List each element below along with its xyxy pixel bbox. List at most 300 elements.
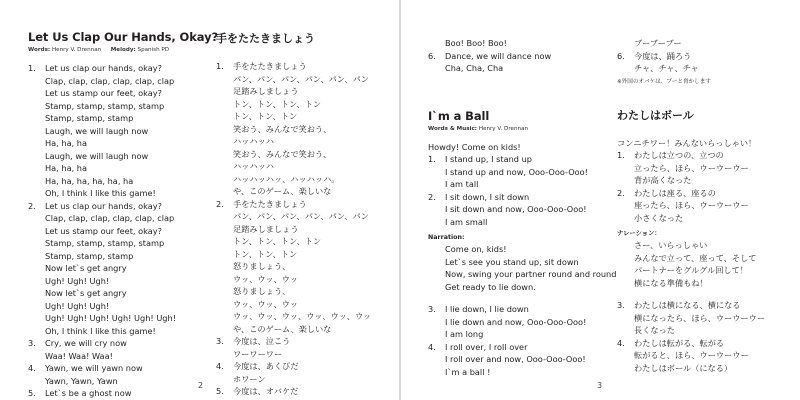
verse-number (216, 173, 233, 186)
left-japanese-column (216, 32, 371, 398)
verse-number (28, 87, 45, 100)
melody-source: Spanish PD (137, 47, 170, 53)
lyric-text: 足踏みしましょう (233, 86, 299, 96)
lyrics-block (28, 62, 218, 400)
verse-number (617, 174, 634, 187)
lyric-text: ウッ、ウッ、ウッ (233, 298, 299, 309)
song-credits (428, 125, 616, 133)
lyric-text: ウッ、ウッ、ウッ、ウッ、ウッ、ウッ (233, 311, 372, 321)
lyric-text: 今度は、オバケだ (233, 386, 299, 396)
lyric-line (216, 348, 371, 361)
lyric-text: Stamp, stamp, stamp (45, 113, 134, 123)
lyric-text: 横になる準備もね！ (634, 277, 708, 288)
lyric-line (216, 60, 371, 73)
lyric-line (428, 50, 616, 63)
lyric-line (617, 174, 765, 187)
lyric-line (428, 328, 616, 341)
japanese-song-title: 手をたたきましょう (216, 32, 315, 45)
lyric-text: 足踏みしましょう (233, 223, 299, 234)
verse-number (216, 298, 233, 311)
verse-number (216, 248, 233, 261)
verse-number (617, 239, 634, 252)
verse-number: 2. (28, 200, 36, 211)
lyric-line (216, 260, 371, 273)
verse-number (428, 268, 445, 281)
lyric-text: Waa! Waa! Waa! (45, 350, 113, 361)
lyric-line (28, 75, 218, 88)
lyric-line (428, 178, 616, 191)
verse-number (216, 235, 233, 248)
lyric-line (28, 387, 218, 400)
lyric-text: ハッハッハ (233, 136, 274, 146)
lyric-line (216, 185, 371, 198)
lyric-text: Laugh, we will laugh now (45, 125, 149, 136)
lyric-text: わたしは座る、座るの (634, 187, 716, 198)
narration-block (428, 243, 616, 293)
lyric-line (428, 341, 616, 354)
words-label: Words: (28, 47, 51, 53)
lyric-line (428, 316, 616, 329)
lyric-line (216, 98, 371, 111)
lyric-text: Let us clap our hands, okay? (45, 200, 162, 211)
lyric-line (617, 277, 765, 290)
credits-label: Words & Music: (428, 125, 478, 132)
intro-line: Howdy! Come on kids! (428, 141, 521, 152)
lyric-line (428, 153, 616, 166)
verse-number (216, 323, 233, 336)
lyric-line (216, 273, 371, 286)
lyric-text: Ha, ha, ha (45, 138, 87, 148)
lyric-line (216, 310, 371, 323)
lyric-line (28, 212, 218, 225)
lyric-text: Ugh! Ugh! Ugh! (45, 275, 110, 286)
verse-number: 3. (28, 338, 36, 348)
lyric-text: 怒りましょう、 (233, 261, 291, 271)
verse-number (216, 73, 233, 86)
verse-number (216, 210, 233, 223)
lyric-text: Cry, we will cry now (45, 338, 127, 348)
lyric-line (617, 212, 765, 225)
left-english-column (28, 30, 218, 400)
melody-label: Melody: (110, 47, 136, 53)
verse-number: 3. (216, 336, 224, 346)
verse-number (428, 243, 445, 256)
verse-number (428, 166, 445, 179)
lyric-line (428, 37, 616, 50)
verse-number: 1. (617, 150, 625, 160)
verse-number (28, 375, 45, 388)
lyric-line (28, 112, 218, 125)
verse-number (28, 212, 45, 225)
lyric-text: Oh, I think I like this game! (45, 325, 156, 336)
lyric-line (617, 349, 765, 362)
verse-number (617, 62, 634, 75)
lyric-line (216, 235, 371, 248)
lyric-line (28, 375, 218, 388)
lyric-text: パン、パン、パン、パン、パン、パン (233, 211, 369, 221)
verse-number (428, 328, 445, 341)
lyric-text: 長くなった (634, 325, 675, 335)
lyric-line (216, 210, 371, 223)
lyric-text: Yawn, Yawn, Yawn (45, 375, 118, 386)
verse-number (617, 162, 634, 175)
lyric-text: ウッ、ウッ、ウッ (233, 273, 299, 284)
lyric-text: ブーブーブー (634, 38, 682, 48)
verse-number (216, 348, 233, 361)
lyric-text: や、このゲーム、楽しいな (233, 186, 332, 196)
lyric-line (617, 337, 765, 350)
verse-number (216, 373, 233, 386)
lyric-line (216, 73, 371, 86)
lyric-text: Laugh, we will laugh now (45, 150, 149, 161)
verse-number (216, 285, 233, 298)
lyric-line (216, 373, 371, 386)
verse-number (216, 85, 233, 98)
verse-number (216, 160, 233, 173)
lyric-text: Let us stamp our feet, okay? (45, 88, 162, 98)
lyric-line (28, 325, 218, 338)
continued-lyrics-block (428, 37, 616, 75)
lyric-text: パートナーをグルグル回して！ (634, 265, 748, 275)
verse-number (28, 137, 45, 150)
lyric-line (28, 125, 218, 138)
lyric-text: Now let`s get angry (45, 288, 127, 298)
verse-number (428, 216, 445, 229)
verse-number (617, 312, 634, 325)
lyric-text: I roll over and now, Ooo-Ooo-Ooo! (445, 354, 586, 364)
lyric-line (28, 62, 218, 75)
lyric-text: I sit down and now, Ooo-Ooo-Ooo! (445, 204, 587, 214)
lyric-line (428, 256, 616, 269)
lyric-line (428, 281, 616, 294)
verse-number (617, 349, 634, 362)
verse-number (428, 256, 445, 269)
lyric-text: 横になったら、ほら、ウーウーウー (634, 312, 766, 323)
lyric-text: ハッハッハッ、ハッハッハ。 (233, 173, 340, 184)
lyric-line (28, 300, 218, 313)
lyric-line (28, 200, 218, 213)
verse-number: 1. (428, 154, 436, 164)
lyric-text: 笑おう、みんなで笑おう、 (233, 123, 332, 134)
verse-number (216, 223, 233, 236)
lyric-line (428, 62, 616, 75)
lyric-line (428, 366, 616, 379)
verse-number (216, 148, 233, 161)
lyric-text: わたしは横になる、横になる (634, 300, 741, 310)
lyric-text: Let us stamp our feet, okay? (45, 225, 162, 236)
lyric-line (216, 123, 371, 136)
page-number: 2 (198, 381, 204, 390)
japanese-lyrics-block (216, 60, 371, 398)
lyric-line (617, 162, 765, 175)
lyric-line (216, 248, 371, 261)
verse-number: 4. (28, 363, 36, 373)
lyric-line (428, 303, 616, 316)
lyric-text: Ugh! Ugh! Ugh! (45, 300, 110, 311)
verse-number: 5. (216, 386, 224, 396)
verse-number: 6. (428, 50, 436, 61)
verse-number (428, 281, 445, 294)
lyric-text: トン、トン、トン、トン (233, 236, 322, 246)
lyric-text: Get ready to lie down. (445, 281, 536, 292)
lyric-line (216, 323, 371, 336)
verse-number (28, 312, 45, 325)
song-credits (28, 46, 218, 54)
lyric-text: わたしは転がる、転がる (634, 337, 725, 348)
lyric-text: 立ったら、ほら、ウーウーウー (634, 162, 749, 173)
lyric-line (617, 324, 765, 337)
lyric-line (617, 299, 765, 312)
verse-number (28, 162, 45, 175)
japanese-footnote: ※外国のオバケは、ブーと脅かします (617, 78, 711, 85)
lyric-line (428, 268, 616, 281)
lyric-text: や、このゲーム、楽しいな (233, 323, 332, 334)
verse-number (216, 273, 233, 286)
lyric-text: みんなで立って、座って、そして (634, 252, 757, 263)
verse-number (216, 310, 233, 323)
lyric-text: Yawn, we will yawn now (45, 363, 143, 373)
japanese-narration-block (617, 239, 765, 289)
lyric-line (216, 223, 371, 236)
lyric-line (28, 187, 218, 200)
lyric-line (28, 262, 218, 275)
verse-number (216, 98, 233, 111)
lyric-text: Come on, kids! (445, 244, 507, 254)
verse-number (617, 362, 634, 375)
verse-number (617, 264, 634, 277)
lyric-line (428, 243, 616, 256)
lyric-text: わたしは立つの、立つの (634, 150, 724, 160)
verse-number: 1. (216, 61, 224, 71)
verse-number (28, 175, 45, 188)
lyric-line (216, 198, 371, 211)
verse-number: 2. (216, 198, 224, 209)
lyric-line (216, 148, 371, 161)
lyric-text: Let us clap our hands, okay? (45, 63, 162, 73)
lyric-text: I stand up, I stand up (445, 154, 532, 164)
lyric-line (428, 191, 616, 204)
lyric-text: 手をたたきましょう (233, 198, 307, 209)
lyric-line (216, 360, 371, 373)
verse-number (428, 203, 445, 216)
lyric-text: Ha, ha, ha (45, 163, 87, 173)
verse-number (428, 316, 445, 329)
words-author: Henry V. Drennan (51, 47, 102, 53)
lyric-text: I sit down, I sit down (445, 191, 530, 202)
lyric-line (216, 385, 371, 398)
lyric-line (216, 110, 371, 123)
lyric-line (617, 62, 765, 75)
lyric-line (617, 252, 765, 265)
lyric-text: チャ、チャ、チャ (634, 63, 699, 73)
verse-number: 6. (617, 50, 625, 61)
verse-number (428, 366, 445, 379)
lyric-line (28, 350, 218, 363)
credits-author: Henry V. Drennan (478, 125, 529, 132)
lyric-text: I stand up and now, Ooo-Ooo-Ooo! (445, 166, 588, 177)
lyric-text: ホワーン (233, 373, 266, 384)
lyric-text: I am tall (445, 179, 479, 189)
lyric-line (28, 100, 218, 113)
lyric-line (216, 335, 371, 348)
japanese-narration-label: ナレーション： (617, 230, 661, 237)
verse-number (28, 350, 45, 363)
verse-number: 2. (617, 187, 625, 198)
japanese-lyrics-block (617, 149, 765, 224)
lyric-text: Ha, ha, ha, ha, ha, ha (45, 175, 134, 186)
lyric-line (28, 175, 218, 188)
verse-number (428, 353, 445, 366)
lyric-text: トン、トン、トン、トン (233, 98, 322, 109)
verse-number (428, 178, 445, 191)
verse-number (28, 300, 45, 313)
lyric-text: 背が高くなった (634, 175, 692, 185)
lyric-line (428, 203, 616, 216)
lyric-text: Clap, clap, clap, clap, clap, clap (45, 75, 175, 86)
verse-number (28, 250, 45, 263)
verse-number (28, 75, 45, 88)
lyric-text: Clap, clap, clap, clap, clap, clap (45, 213, 175, 223)
lyric-line (28, 225, 218, 238)
lyric-line (28, 362, 218, 375)
lyric-line (28, 237, 218, 250)
lyric-text: Let`s see you stand up, sit down (445, 256, 579, 267)
lyric-text: Stamp, stamp, stamp (45, 250, 134, 261)
lyrics-block (428, 303, 616, 378)
verse-number (216, 123, 233, 136)
verse-number: 3. (428, 304, 436, 314)
verse-number: 1. (28, 63, 36, 73)
lyric-line (617, 239, 765, 252)
lyric-text: Now, swing your partner round and round (445, 269, 617, 279)
verse-number (28, 237, 45, 250)
lyric-line (428, 216, 616, 229)
verse-number (617, 252, 634, 265)
lyric-text: Let`s be a ghost now (45, 388, 132, 398)
lyric-line (617, 187, 765, 200)
lyric-text: 小さくなった (634, 212, 684, 223)
verse-number (428, 62, 445, 75)
lyric-text: Now let`s get angry (45, 263, 127, 273)
narration-label: Narration: (428, 234, 465, 241)
verse-number (617, 324, 634, 337)
lyric-text: トン、トン、トン (233, 111, 298, 121)
lyric-text: ハッハッハ (233, 161, 274, 171)
lyric-text: I`m a ball ! (445, 366, 491, 377)
lyric-line (28, 162, 218, 175)
lyric-text: I lie down and now, Ooo-Ooo-Ooo! (445, 316, 587, 327)
lyric-text: I am long (445, 329, 484, 339)
verse-number (216, 185, 233, 198)
continued-japanese-lyrics-block (617, 37, 765, 75)
lyric-text: 転がると、ほら、ウーウーウー (634, 350, 749, 360)
lyric-line (216, 298, 371, 311)
verse-number (617, 37, 634, 50)
right-japanese-column (617, 37, 765, 374)
verse-number (28, 112, 45, 125)
verse-number: 4. (428, 341, 436, 352)
verse-number: 5. (28, 388, 36, 398)
lyric-line (617, 264, 765, 277)
lyric-text: Stamp, stamp, stamp, stamp (45, 238, 165, 248)
lyric-text: Oh, I think I like this game! (45, 188, 156, 198)
lyric-line (28, 337, 218, 350)
lyric-line (617, 50, 765, 63)
lyric-text: トン、トン、トン (233, 248, 298, 259)
lyric-line (617, 362, 765, 375)
page-gutter (399, 0, 401, 400)
lyric-text: I am small (445, 216, 488, 227)
lyric-text: I roll over, I roll over (445, 341, 528, 352)
lyric-text: Stamp, stamp, stamp, stamp (45, 100, 165, 111)
lyric-text: 手をたたきましょう (233, 61, 307, 71)
verse-number (216, 110, 233, 123)
verse-number (28, 150, 45, 163)
lyric-text: ワーワーワー (233, 348, 283, 359)
verse-number (617, 277, 634, 290)
verse-number: 3. (617, 300, 625, 310)
lyric-text: I lie down, I lie down (445, 304, 529, 314)
lyric-line (216, 160, 371, 173)
song-title: Let Us Clap Our Hands, Okay? (28, 30, 219, 44)
lyric-text: 怒りましょう、 (233, 286, 291, 296)
verse-number (28, 325, 45, 338)
lyric-line (28, 150, 218, 163)
verse-number (28, 225, 45, 238)
lyric-line (28, 137, 218, 150)
lyric-line (617, 149, 765, 162)
lyric-text: 笑おう、みんなで笑おう、 (233, 148, 332, 159)
verse-number (617, 199, 634, 212)
lyric-text: 座ったら、ほら、ウーウーウー (634, 200, 749, 210)
verse-number: 4. (216, 361, 224, 371)
lyric-line (617, 199, 765, 212)
lyric-text: さー、いらっしゃい (634, 240, 708, 250)
lyric-line (216, 285, 371, 298)
verse-number (28, 275, 45, 288)
japanese-lyrics-block (617, 299, 765, 374)
lyric-text: パン、パン、パン、パン、パン、パン (233, 73, 369, 84)
lyric-text: Dance, we will dance now (445, 50, 552, 61)
page-number: 3 (597, 381, 603, 390)
lyric-line (28, 287, 218, 300)
japanese-song-title: わたしはボール (617, 108, 694, 122)
lyric-line (216, 85, 371, 98)
right-english-column (428, 37, 616, 378)
verse-number (617, 212, 634, 225)
lyric-line (28, 87, 218, 100)
verse-number (28, 262, 45, 275)
lyric-text: Boo! Boo! Boo! (445, 38, 507, 48)
lyric-line (617, 37, 765, 50)
verse-number (428, 37, 445, 50)
verse-number (216, 260, 233, 273)
lyric-text: Cha, Cha, Cha (445, 63, 504, 73)
lyric-line (28, 312, 218, 325)
lyric-text: わたしはボール（になる） (634, 362, 733, 373)
verse-number: 4. (617, 337, 625, 348)
lyric-line (28, 250, 218, 263)
lyric-line (428, 166, 616, 179)
lyric-text: 今度は、あくびだ (233, 361, 299, 371)
verse-number (28, 100, 45, 113)
lyric-line (216, 135, 371, 148)
lyrics-block (428, 153, 616, 228)
lyric-line (428, 353, 616, 366)
verse-number: 2. (428, 191, 436, 202)
verse-number (28, 125, 45, 138)
verse-number (216, 135, 233, 148)
